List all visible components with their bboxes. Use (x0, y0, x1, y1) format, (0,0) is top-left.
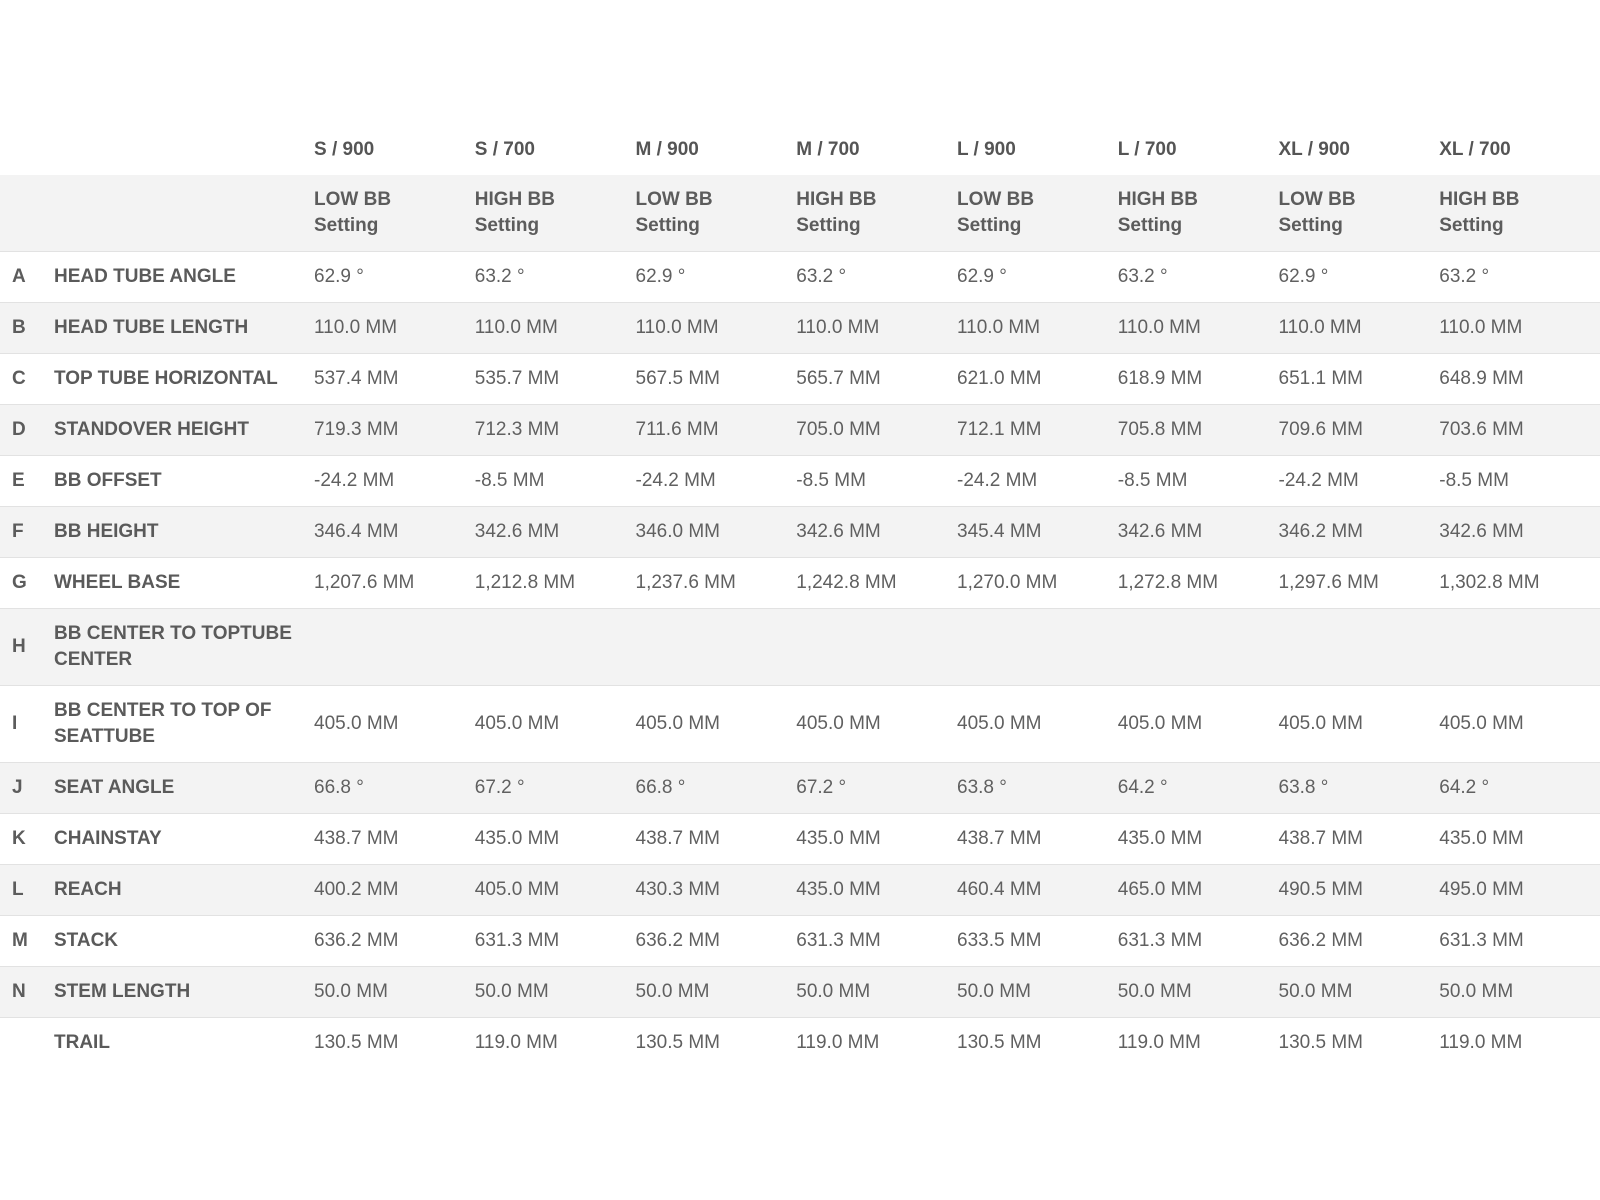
row-letter (0, 1018, 54, 1069)
value-cell: 50.0 MM (1118, 967, 1279, 1018)
setting-bb: HIGH BB (1439, 189, 1520, 210)
size-header: L / 700 (1117, 138, 1177, 160)
value-cell: 64.2 ° (1439, 763, 1600, 814)
value-cell: 567.5 MM (636, 354, 797, 405)
value-cell: 50.0 MM (957, 967, 1118, 1018)
value-cell: 110.0 MM (1279, 303, 1440, 354)
row-label: HEAD TUBE ANGLE (54, 252, 314, 303)
size-header: S / 700 (474, 138, 535, 160)
row-label: BB OFFSET (54, 456, 314, 507)
value-cell: 405.0 MM (1439, 686, 1600, 763)
table-row (0, 354, 1600, 405)
setting-word: Setting (635, 215, 700, 236)
value-cell (314, 609, 475, 686)
row-label: STANDOVER HEIGHT (54, 405, 314, 456)
value-cell: 1,212.8 MM (475, 558, 636, 609)
value-cell: 631.3 MM (796, 916, 957, 967)
value-cell: 130.5 MM (1279, 1018, 1440, 1069)
value-cell (957, 609, 1118, 686)
row-letter: D (0, 405, 54, 456)
value-cell: 435.0 MM (1118, 814, 1279, 865)
value-cell: 631.3 MM (1439, 916, 1600, 967)
value-cell: 110.0 MM (957, 303, 1118, 354)
value-cell: 64.2 ° (1118, 763, 1279, 814)
value-cell: 460.4 MM (957, 865, 1118, 916)
setting-word: Setting (474, 215, 540, 236)
row-label: BB CENTER TO TOP OF SEATTUBE (54, 686, 314, 763)
value-cell: 703.6 MM (1439, 405, 1600, 456)
value-cell: 110.0 MM (475, 303, 636, 354)
size-header: XL / 700 (1439, 138, 1511, 160)
geometry-table (0, 124, 1600, 1068)
row-letter: J (0, 763, 54, 814)
setting-blank-label (54, 175, 314, 252)
row-label: TRAIL (54, 1018, 314, 1069)
row-label: BB CENTER TO TOPTUBE CENTER (54, 609, 314, 686)
value-cell: 719.3 MM (314, 405, 475, 456)
setting-bb: HIGH BB (796, 189, 877, 210)
value-cell: 636.2 MM (636, 916, 797, 967)
row-label: REACH (54, 865, 314, 916)
value-cell: 537.4 MM (314, 354, 475, 405)
value-cell: 110.0 MM (796, 303, 957, 354)
setting-bb: HIGH BB (1117, 189, 1198, 210)
value-cell: 495.0 MM (1439, 865, 1600, 916)
value-cell: 62.9 ° (1279, 252, 1440, 303)
row-letter: A (0, 252, 54, 303)
value-cell: 438.7 MM (957, 814, 1118, 865)
value-cell: 62.9 ° (636, 252, 797, 303)
value-cell: 119.0 MM (1118, 1018, 1279, 1069)
value-cell: 400.2 MM (314, 865, 475, 916)
value-cell: 430.3 MM (636, 865, 797, 916)
value-cell: 709.6 MM (1279, 405, 1440, 456)
value-cell: 1,297.6 MM (1279, 558, 1440, 609)
setting-blank-letter (0, 175, 54, 252)
value-cell: 636.2 MM (314, 916, 475, 967)
value-cell: 67.2 ° (796, 763, 957, 814)
value-cell: 63.8 ° (1279, 763, 1440, 814)
value-cell: 63.2 ° (796, 252, 957, 303)
row-label: STACK (54, 916, 314, 967)
value-cell: 66.8 ° (314, 763, 475, 814)
table-row (0, 405, 1600, 456)
value-cell (475, 609, 636, 686)
value-cell: 1,237.6 MM (636, 558, 797, 609)
value-cell: 130.5 MM (314, 1018, 475, 1069)
value-cell: 130.5 MM (957, 1018, 1118, 1069)
value-cell: 62.9 ° (957, 252, 1118, 303)
row-label: TOP TUBE HORIZONTAL (54, 354, 314, 405)
row-letter: I (0, 686, 54, 763)
value-cell: 62.9 ° (314, 252, 475, 303)
value-cell: 1,270.0 MM (957, 558, 1118, 609)
value-cell: -24.2 MM (957, 456, 1118, 507)
value-cell: 405.0 MM (475, 865, 636, 916)
value-cell: 67.2 ° (475, 763, 636, 814)
value-cell: 342.6 MM (796, 507, 957, 558)
row-letter: K (0, 814, 54, 865)
value-cell: 110.0 MM (1118, 303, 1279, 354)
value-cell: 50.0 MM (1439, 967, 1600, 1018)
value-cell: 342.6 MM (475, 507, 636, 558)
value-cell: 651.1 MM (1279, 354, 1440, 405)
value-cell: 50.0 MM (1279, 967, 1440, 1018)
value-cell: -24.2 MM (636, 456, 797, 507)
setting-cell (1279, 175, 1440, 252)
table-row (0, 916, 1600, 967)
setting-word: Setting (1439, 215, 1504, 236)
table-row (0, 814, 1600, 865)
value-cell: 110.0 MM (636, 303, 797, 354)
value-cell: 405.0 MM (796, 686, 957, 763)
setting-cell (1118, 175, 1279, 252)
row-label: CHAINSTAY (54, 814, 314, 865)
value-cell: 119.0 MM (796, 1018, 957, 1069)
row-letter: H (0, 609, 54, 686)
value-cell: 66.8 ° (636, 763, 797, 814)
value-cell: -24.2 MM (1279, 456, 1440, 507)
row-letter: B (0, 303, 54, 354)
value-cell: 712.1 MM (957, 405, 1118, 456)
value-cell: 465.0 MM (1118, 865, 1279, 916)
row-label: STEM LENGTH (54, 967, 314, 1018)
table-row (0, 865, 1600, 916)
value-cell: 711.6 MM (636, 405, 797, 456)
value-cell: 50.0 MM (636, 967, 797, 1018)
size-header: XL / 900 (1278, 138, 1350, 160)
value-cell: 618.9 MM (1118, 354, 1279, 405)
value-cell: 405.0 MM (636, 686, 797, 763)
table-row (0, 1018, 1600, 1069)
row-label: SEAT ANGLE (54, 763, 314, 814)
value-cell: 621.0 MM (957, 354, 1118, 405)
table-row (0, 456, 1600, 507)
setting-cell (475, 175, 636, 252)
value-cell: 705.0 MM (796, 405, 957, 456)
value-cell: 342.6 MM (1439, 507, 1600, 558)
value-cell: 435.0 MM (1439, 814, 1600, 865)
value-cell: 63.8 ° (957, 763, 1118, 814)
value-cell: 405.0 MM (314, 686, 475, 763)
value-cell: 346.2 MM (1279, 507, 1440, 558)
setting-bb: LOW BB (1278, 189, 1356, 210)
setting-bb: LOW BB (635, 189, 713, 210)
value-cell: 110.0 MM (314, 303, 475, 354)
value-cell: 119.0 MM (475, 1018, 636, 1069)
value-cell: 631.3 MM (1118, 916, 1279, 967)
value-cell (796, 609, 957, 686)
table-row (0, 763, 1600, 814)
value-cell: 130.5 MM (636, 1018, 797, 1069)
value-cell: 1,207.6 MM (314, 558, 475, 609)
value-cell: 435.0 MM (796, 865, 957, 916)
value-cell: 405.0 MM (475, 686, 636, 763)
value-cell: 435.0 MM (475, 814, 636, 865)
setting-word: Setting (1278, 215, 1343, 236)
header-blank-letter (0, 124, 54, 175)
setting-word: Setting (957, 215, 1022, 236)
row-letter: F (0, 507, 54, 558)
table-row (0, 967, 1600, 1018)
value-cell: 405.0 MM (1279, 686, 1440, 763)
value-cell: 342.6 MM (1118, 507, 1279, 558)
value-cell: 50.0 MM (796, 967, 957, 1018)
setting-word: Setting (796, 215, 861, 236)
geometry-table-container (0, 124, 1600, 1068)
setting-bb: HIGH BB (474, 189, 555, 210)
value-cell: 565.7 MM (796, 354, 957, 405)
row-letter: C (0, 354, 54, 405)
table-row (0, 558, 1600, 609)
value-cell (1439, 609, 1600, 686)
value-cell: -8.5 MM (1118, 456, 1279, 507)
size-header-row (0, 124, 1600, 175)
row-letter: E (0, 456, 54, 507)
row-letter: M (0, 916, 54, 967)
size-header: S / 900 (314, 138, 375, 160)
size-header: M / 700 (796, 138, 860, 160)
value-cell: 405.0 MM (957, 686, 1118, 763)
value-cell: 490.5 MM (1279, 865, 1440, 916)
value-cell: 535.7 MM (475, 354, 636, 405)
row-letter: G (0, 558, 54, 609)
row-letter: L (0, 865, 54, 916)
value-cell: 636.2 MM (1279, 916, 1440, 967)
table-row (0, 686, 1600, 763)
setting-cell (314, 175, 475, 252)
table-row (0, 609, 1600, 686)
value-cell: 1,302.8 MM (1439, 558, 1600, 609)
value-cell: 110.0 MM (1439, 303, 1600, 354)
setting-header-row (0, 175, 1600, 252)
value-cell: 346.0 MM (636, 507, 797, 558)
value-cell: 1,242.8 MM (796, 558, 957, 609)
value-cell: 648.9 MM (1439, 354, 1600, 405)
value-cell: 438.7 MM (1279, 814, 1440, 865)
setting-cell (1439, 175, 1600, 252)
table-row (0, 507, 1600, 558)
value-cell: 346.4 MM (314, 507, 475, 558)
value-cell: 405.0 MM (1118, 686, 1279, 763)
value-cell: 435.0 MM (796, 814, 957, 865)
value-cell (636, 609, 797, 686)
row-label: WHEEL BASE (54, 558, 314, 609)
value-cell: 633.5 MM (957, 916, 1118, 967)
value-cell: 63.2 ° (1118, 252, 1279, 303)
value-cell: 119.0 MM (1439, 1018, 1600, 1069)
setting-cell (957, 175, 1118, 252)
setting-cell (636, 175, 797, 252)
value-cell: -8.5 MM (796, 456, 957, 507)
header-blank-label (54, 124, 314, 175)
value-cell: 1,272.8 MM (1118, 558, 1279, 609)
size-header: L / 900 (957, 138, 1016, 160)
value-cell: 345.4 MM (957, 507, 1118, 558)
value-cell: 631.3 MM (475, 916, 636, 967)
value-cell (1279, 609, 1440, 686)
value-cell: 705.8 MM (1118, 405, 1279, 456)
table-row (0, 303, 1600, 354)
value-cell: -8.5 MM (1439, 456, 1600, 507)
value-cell: 438.7 MM (314, 814, 475, 865)
setting-cell (796, 175, 957, 252)
row-letter: N (0, 967, 54, 1018)
setting-word: Setting (1117, 215, 1183, 236)
value-cell: 438.7 MM (636, 814, 797, 865)
value-cell: 712.3 MM (475, 405, 636, 456)
value-cell: 63.2 ° (475, 252, 636, 303)
setting-bb: LOW BB (314, 189, 392, 210)
row-label: HEAD TUBE LENGTH (54, 303, 314, 354)
value-cell (1118, 609, 1279, 686)
value-cell: 63.2 ° (1439, 252, 1600, 303)
row-label: BB HEIGHT (54, 507, 314, 558)
table-row (0, 252, 1600, 303)
setting-word: Setting (314, 215, 379, 236)
value-cell: 50.0 MM (314, 967, 475, 1018)
value-cell: -8.5 MM (475, 456, 636, 507)
setting-bb: LOW BB (957, 189, 1035, 210)
value-cell: 50.0 MM (475, 967, 636, 1018)
value-cell: -24.2 MM (314, 456, 475, 507)
size-header: M / 900 (635, 138, 699, 160)
